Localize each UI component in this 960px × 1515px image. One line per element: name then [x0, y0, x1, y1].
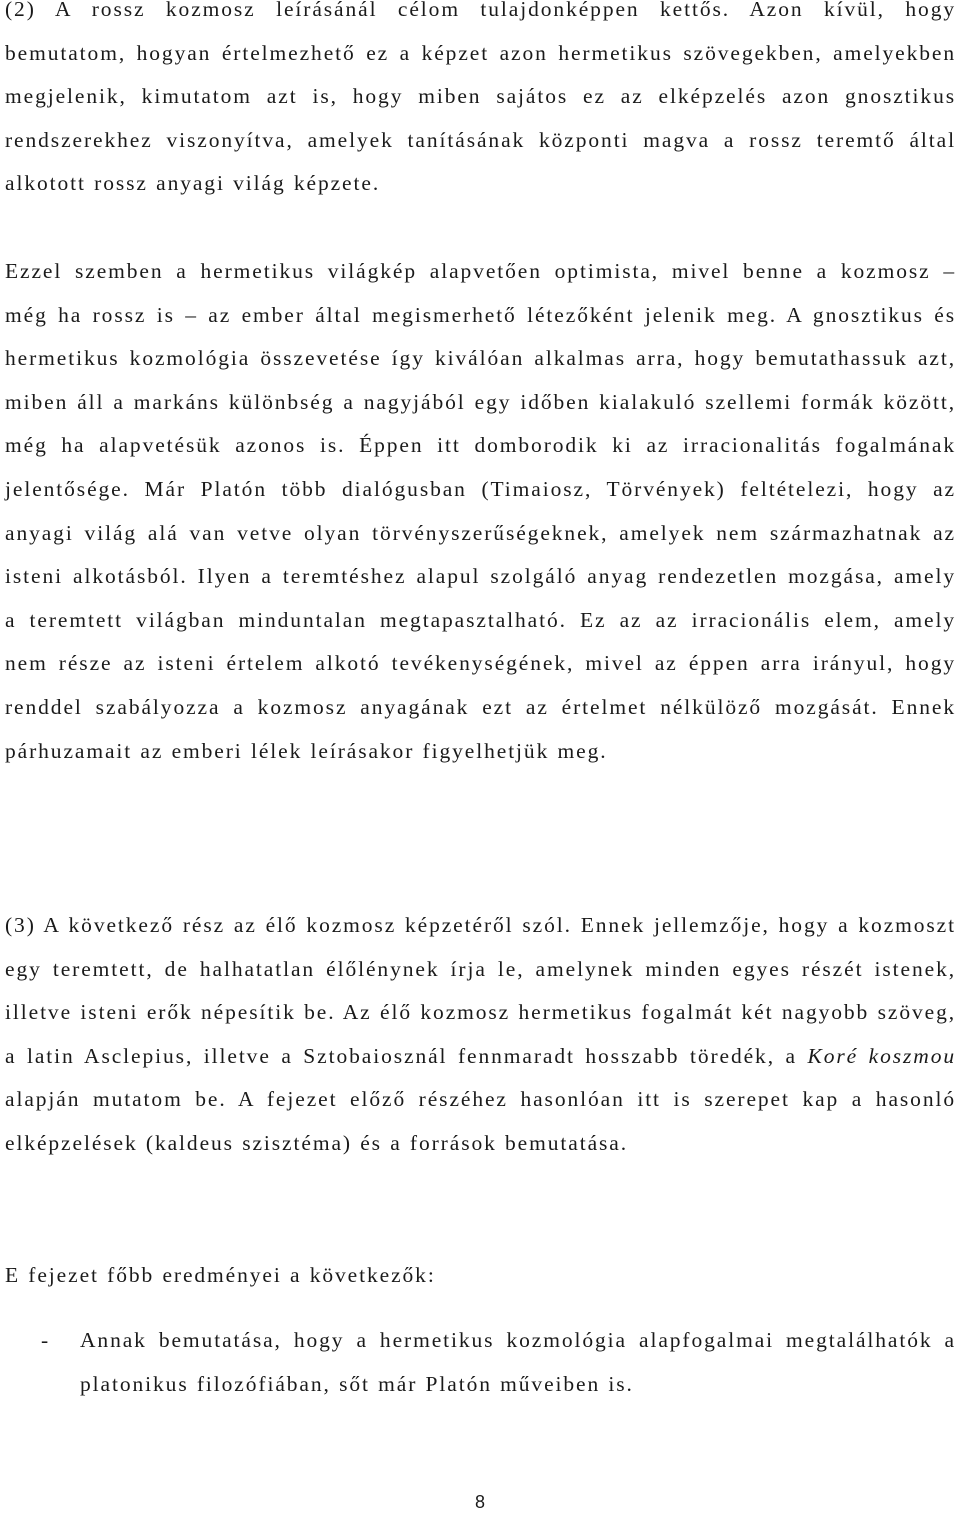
kore-kosmou-title: Koré koszmou — [807, 1043, 957, 1068]
paragraph-3-text-start: (3) A következő rész az élő kozmosz képzetéről szól. Ennek jellemzője, hogy a kozmoszt egy teremtett, de halhatatlan élőlénynek írja le, amelynek minden egyes részét istenek, illetve isteni erők népesítik be. Az élő kozmosz hermetikus fogalmát két nagyobb szöveg, a latin Asclepius, illetve a Sztobaiosznál fennmaradt hosszabb töredék, a — [5, 913, 956, 1068]
paragraph-2-evil-cosmos: (2) A rossz kozmosz leírásánál célom tulajdonképpen kettős. Azon kívül, hogy bemutatom, hogyan értelmezhető ez a képzet azon hermetikus szövegekben, amelyekben megjelenik, kimutatom azt is, hogy miben sajátos ez az elképzelés azon gnosztikus rendszerekhez viszonyítva, amelyek tanításának központi magva a rossz teremtő által alkotott rossz anyagi világ képzete. — [5, 0, 956, 196]
paragraph-3-living-cosmos — [5, 904, 956, 1166]
page-number: 8 — [474, 1492, 485, 1512]
paragraph-3-text-end: alapján mutatom be. A fejezet előző részéhez hasonlóan itt is szerepet kap a hasonló elképzelések (kaldeus szisztéma) és a források bemutatása. — [5, 1087, 956, 1155]
list-item-text: Annak bemutatása, hogy a hermetikus kozmológia alapfogalmai megtalálhatók a platonikus filozófiában, sőt már Platón műveiben is. — [80, 1328, 956, 1396]
results-intro: E fejezet főbb eredményei a következők: — [5, 1263, 436, 1287]
paragraph-hermetic-worldview: Ezzel szemben a hermetikus világkép alapvetően optimista, mivel benne a kozmosz – még ha rossz is – az ember által megismerhető létezőként jelenik meg. A gnosztikus és hermetikus kozmológia összevetése így kiválóan alkalmas arra, hogy bemutathassuk azt, miben áll a markáns különbség a nagyjából egy időben kialakuló szellemi formák között, még ha alapvetésük azonos is. Éppen itt domborodik ki az irracionalitás fogalmának jelentősége. Már Platón több dialógusban (Timaiosz, Törvények) feltételezi, hogy az anyagi világ alá van vetve olyan törvényszerűségeknek, amelyek nem származhatnak az isteni alkotásból. Ilyen a teremtéshez alapul szolgáló anyag rendezetlen mozgása, amely a teremtett világban minduntalan megtapasztalható. Ez az az irracionális elem, amely nem része az isteni értelem alkotó tevékenységének, mivel az éppen arra irányul, hogy renddel szabályozza a kozmosz anyagának ezt az értelmet nélkülöző mozgását. Ennek párhuzamait az emberi lélek leírásakor figyelhetjük meg. — [5, 259, 956, 763]
list-bullet: - — [41, 1328, 51, 1352]
